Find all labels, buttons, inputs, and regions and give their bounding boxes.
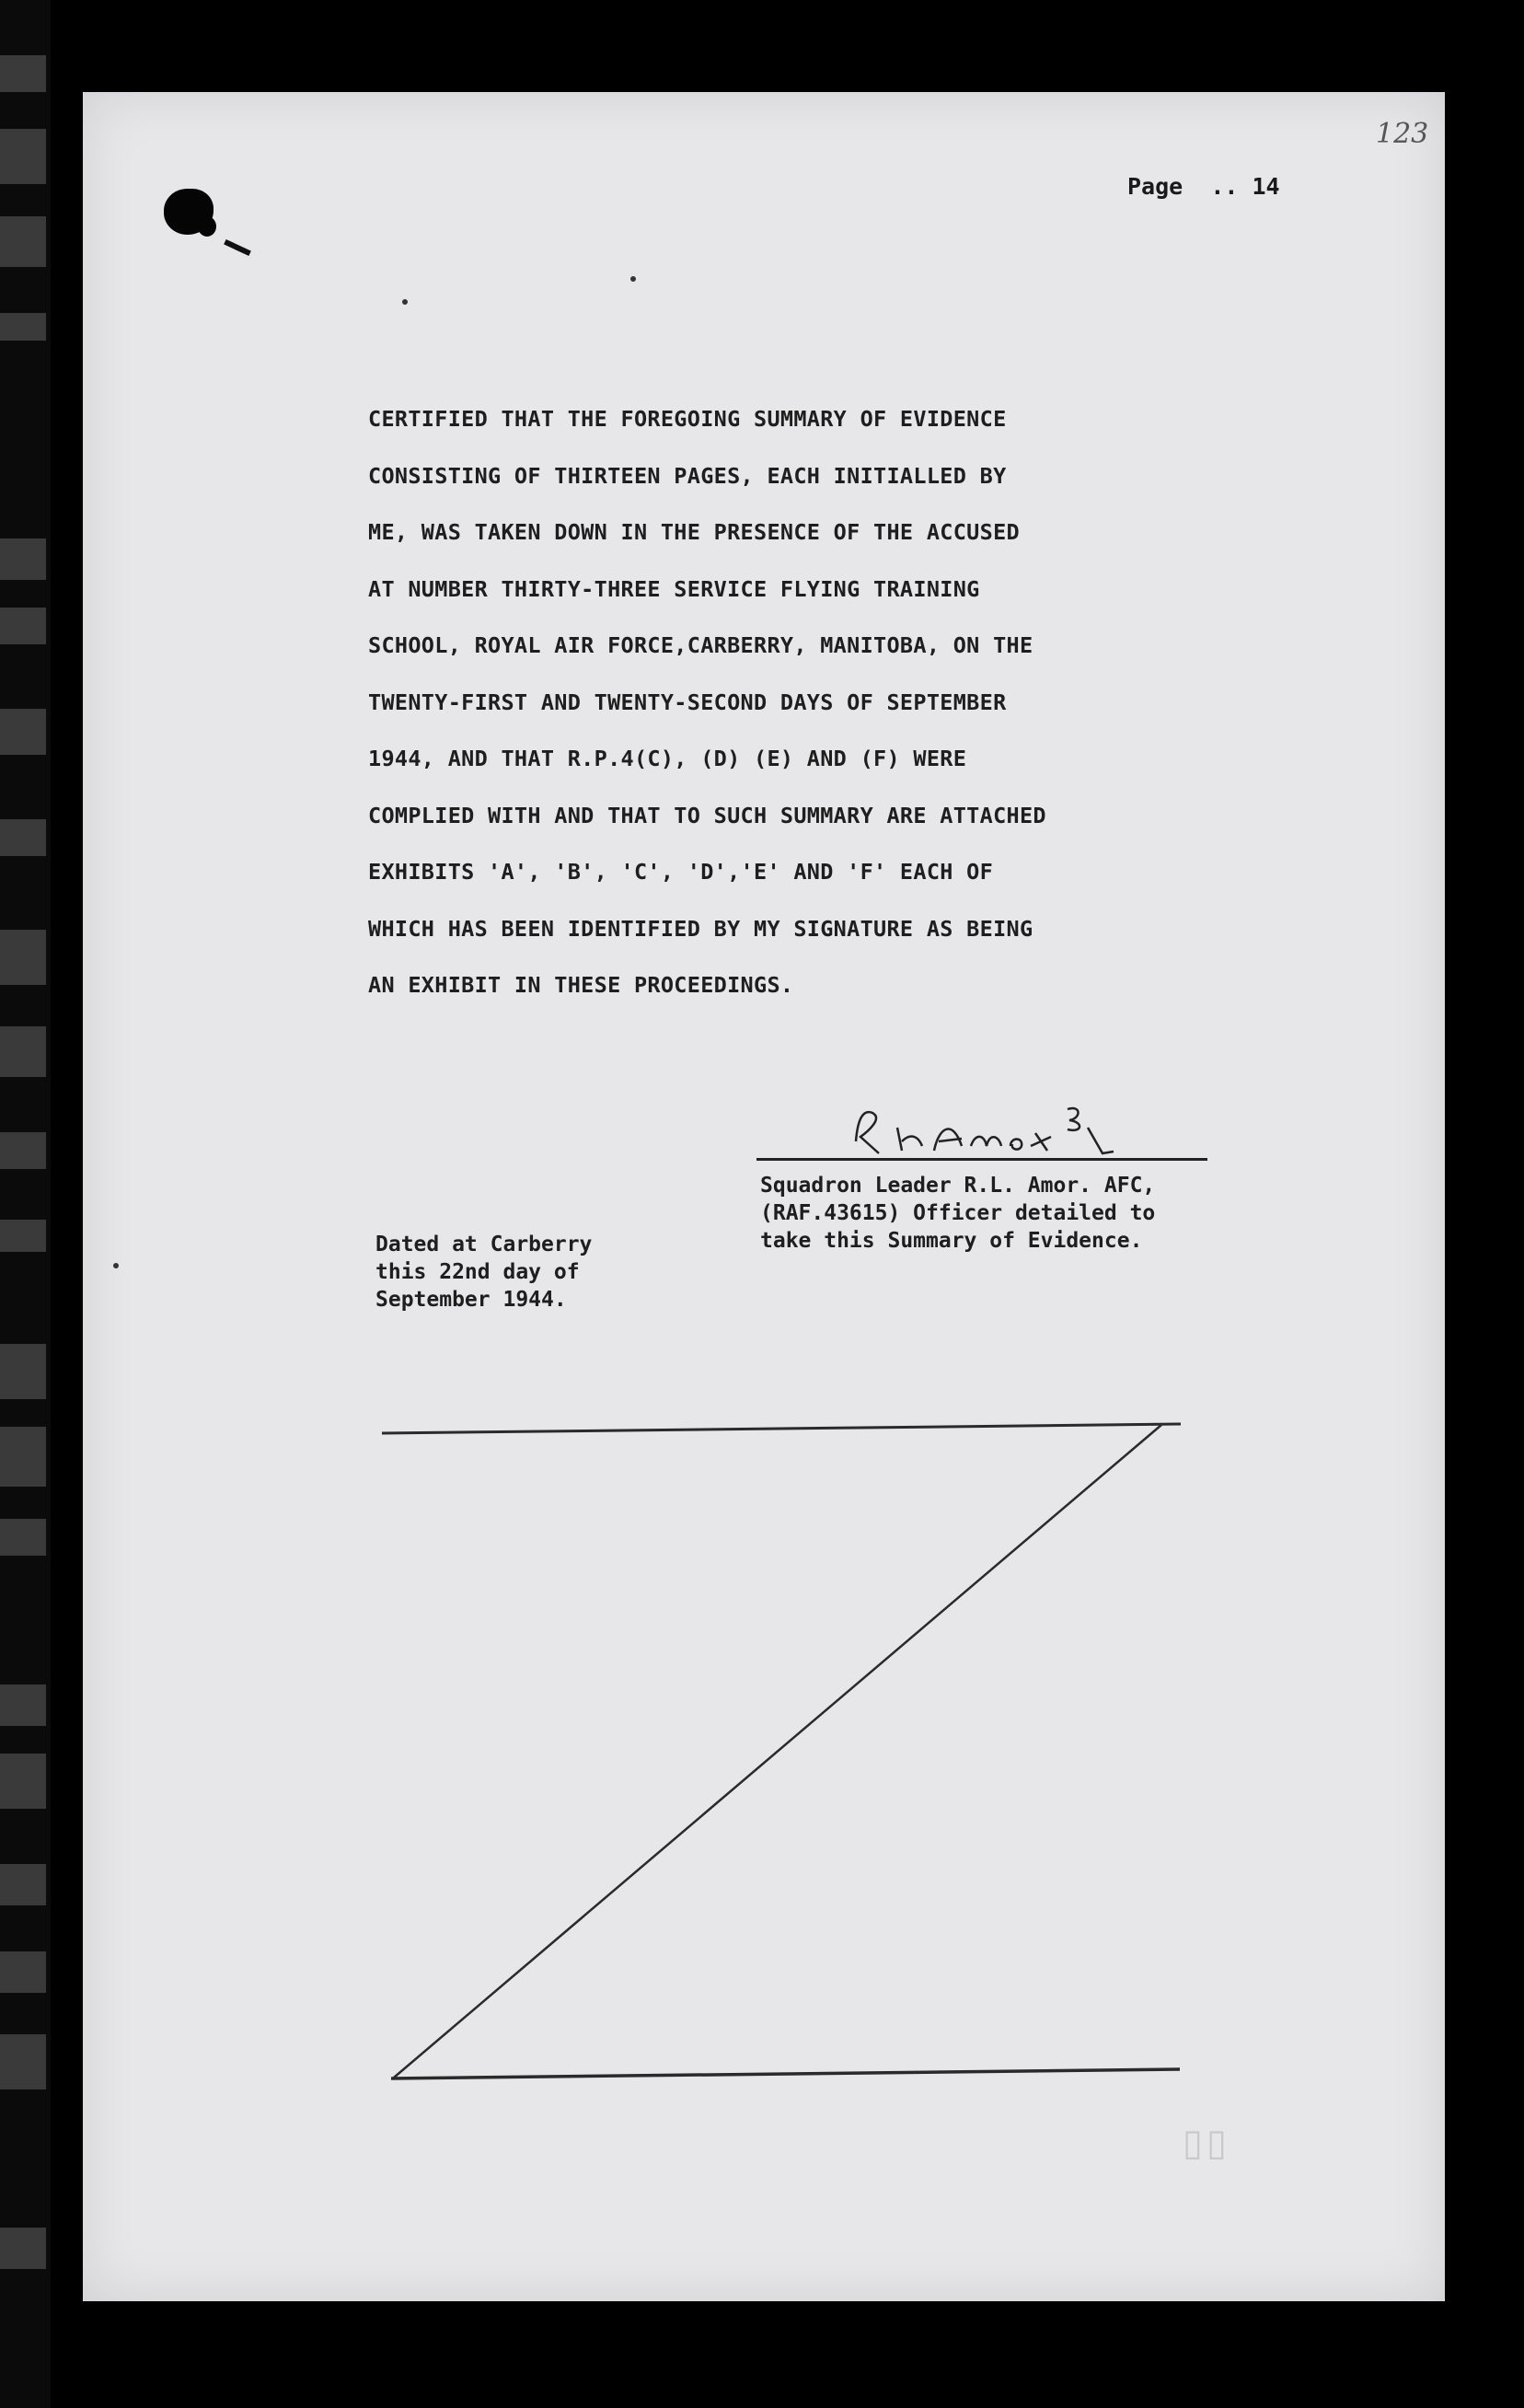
film-hole xyxy=(0,2228,46,2269)
page-label: Page xyxy=(1127,173,1183,200)
certificate-line: WHICH HAS BEEN IDENTIFIED BY MY SIGNATURE AS BEING xyxy=(368,915,1033,942)
paper-speck xyxy=(402,299,408,305)
certificate-line: CERTIFIED THAT THE FOREGOING SUMMARY OF EVIDENCE xyxy=(368,406,1007,432)
page-number: 14 xyxy=(1252,173,1280,200)
film-hole xyxy=(0,216,46,267)
signature-line xyxy=(756,1158,1207,1161)
film-hole xyxy=(0,538,46,580)
film-hole xyxy=(0,1427,46,1487)
film-hole xyxy=(0,1684,46,1726)
film-hole xyxy=(0,930,46,985)
film-hole xyxy=(0,1951,46,1993)
archive-folio-number: 123 xyxy=(1376,118,1429,150)
signatory-line: take this Summary of Evidence. xyxy=(760,1229,1143,1253)
dated-block xyxy=(375,1231,592,1314)
paper-speck xyxy=(113,1263,119,1268)
film-hole xyxy=(0,1519,46,1556)
certificate-line: 1944, AND THAT R.P.4(C), (D) (E) AND (F) WERE xyxy=(368,746,967,771)
film-hole xyxy=(0,1220,46,1252)
film-hole xyxy=(0,608,46,644)
film-hole xyxy=(0,129,46,184)
faint-stamp-mark: ▯▯ xyxy=(1183,2122,1231,2164)
page-separator: .. xyxy=(1210,173,1239,200)
ink-blot-mark xyxy=(198,216,216,237)
certificate-line: SCHOOL, ROYAL AIR FORCE,CARBERRY, MANITOBA, ON THE xyxy=(368,632,1033,658)
paper-speck xyxy=(630,276,636,282)
signatory-block xyxy=(760,1172,1155,1255)
film-strip xyxy=(0,0,51,2408)
certificate-line: COMPLIED WITH AND THAT TO SUCH SUMMARY ARE ATTACHED xyxy=(368,802,1046,828)
film-hole xyxy=(0,1344,46,1399)
film-hole xyxy=(0,55,46,92)
signatory-line: Squadron Leader R.L. Amor. AFC, xyxy=(760,1174,1156,1198)
certificate-line: ME, WAS TAKEN DOWN IN THE PRESENCE OF THE ACCUSED xyxy=(368,519,1020,545)
film-hole xyxy=(0,1864,46,1905)
dated-line: Dated at Carberry xyxy=(375,1233,593,1256)
signatory-line: (RAF.43615) Officer detailed to xyxy=(760,1201,1156,1225)
film-hole xyxy=(0,1754,46,1809)
handwritten-signature xyxy=(847,1100,1141,1164)
film-hole xyxy=(0,1026,46,1077)
certificate-line: CONSISTING OF THIRTEEN PAGES, EACH INITIALLED BY xyxy=(368,462,1007,489)
dated-line: September 1944. xyxy=(375,1288,567,1312)
certificate-line: AT NUMBER THIRTY-THREE SERVICE FLYING TRAINING xyxy=(368,575,980,602)
certificate-line: TWENTY-FIRST AND TWENTY-SECOND DAYS OF SEPTEMBER xyxy=(368,689,1007,715)
page-number-header xyxy=(1127,173,1280,200)
film-hole xyxy=(0,819,46,856)
certificate-line: EXHIBITS 'A', 'B', 'C', 'D','E' AND 'F' EACH OF xyxy=(368,859,994,885)
certificate-text xyxy=(368,391,1196,1014)
dated-line: this 22nd day of xyxy=(375,1260,580,1284)
certificate-line: AN EXHIBIT IN THESE PROCEEDINGS. xyxy=(368,972,794,998)
film-hole xyxy=(0,1132,46,1169)
film-hole xyxy=(0,709,46,755)
film-hole xyxy=(0,2034,46,2090)
film-hole xyxy=(0,313,46,341)
